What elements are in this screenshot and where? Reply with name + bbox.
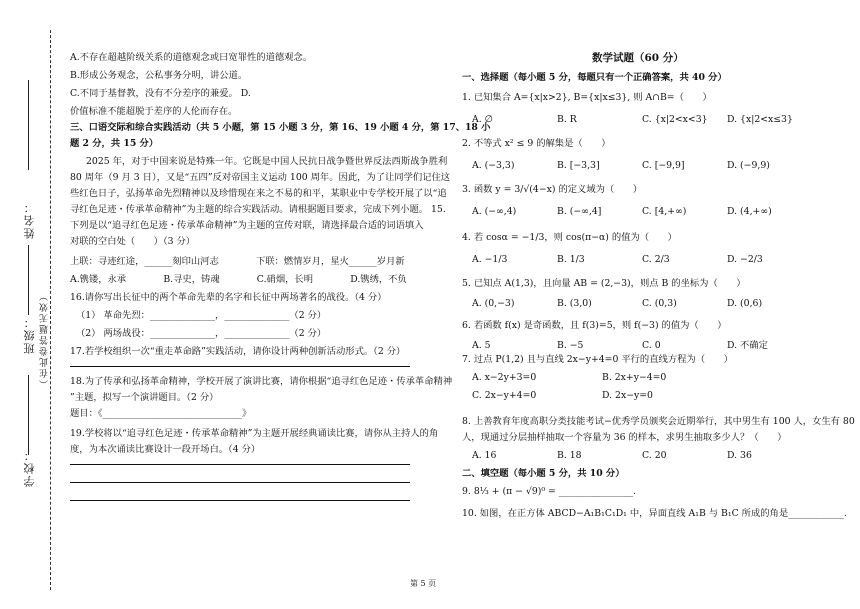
question-2: 2. 不等式 x² ≤ 9 的解集是（ ）	[462, 138, 611, 149]
text-line: B.形成公务观念，公私事务分明，讲公道。	[70, 70, 248, 81]
option-d: D. {x|2<x≤3}	[727, 114, 793, 125]
option-a: A. −1/3	[472, 254, 508, 265]
option-a: A. (0,−3)	[472, 298, 515, 309]
fill-section-heading: 二、填空题（每小题 5 分，共 10 分）	[462, 468, 625, 479]
question-18-cont: ”主题，拟写一个演讲题目。（2 分）	[70, 392, 219, 403]
option-c: C. 2/3	[642, 254, 670, 265]
question-1: 1. 已知集合 A={x|x>2}, B={x|x≤3}, 则 A∩B=（ ）	[462, 92, 712, 103]
option-d: D. (−9,9)	[727, 160, 770, 171]
option-c: C. 2x−y+4=0	[472, 390, 537, 401]
option-a: A. (−∞,4)	[472, 206, 517, 217]
question-7: 7. 过点 P(1,2) 且与直线 2x−y+4=0 平行的直线方程为（ ）	[462, 354, 733, 365]
option-b: B. 1/3	[557, 254, 585, 265]
option-b: B. 18	[557, 450, 582, 461]
option-d: D. 36	[727, 450, 752, 461]
text-line: A.不存在超越阶级关系的道德观念或曰宽罪性的道德观念。	[70, 52, 313, 63]
seal-dashed-line	[50, 30, 51, 590]
question-3: 3. 函数 y = 3/√(4−x) 的定义域为（ ）	[462, 184, 643, 195]
option-d: D. −2/3	[727, 254, 763, 265]
passage-line: 寻红色足迹・传承革命精神”为主题的综合实践活动。请根据题目要求，完成下列小题。 15.	[70, 204, 446, 215]
answer-line	[70, 366, 410, 367]
binding-strip	[0, 0, 58, 609]
question-6: 6. 若函数 f(x) 是奇函数，且 f(3)=5，则 f(−3) 的值为（ ）	[462, 320, 727, 331]
option-a: A. ∅	[472, 114, 493, 125]
question-15: 下列是以“追寻红色足迹・传承革命精神”为主题的宣传对联，请选择最合适的词语填入	[70, 220, 424, 231]
option-b: B. [−3,3]	[557, 160, 600, 171]
q16-part2: （2） 两场战役：______________，______________（2 分）	[76, 328, 327, 339]
question-4: 4. 若 cosα = −1/3，则 cos(π−α) 的值为（ ）	[462, 232, 677, 243]
option-b: B. (3,0)	[557, 298, 592, 309]
option-b: B. R	[557, 114, 577, 125]
q18-title-blank: 题目：《______________________________》	[70, 408, 252, 419]
option-c: C. (0,3)	[642, 298, 677, 309]
question-5: 5. 已知点 A(1,3)，且向量 AB = (2,−3)，则点 B 的坐标为（ ）	[462, 278, 746, 289]
page-number: 第 5 页	[410, 579, 437, 588]
text-line: 价值标准不能超脱于差序的人伦而存在。	[70, 106, 238, 117]
text-line: C.不同于基督教，没有不分差序的兼爱。 D.	[70, 88, 251, 99]
option-c: C. 20	[642, 450, 667, 461]
passage-line: 些红色日子，弘扬革命先烈精神以及珍惜现在来之不易的和平，某职业中专学校开展了以“追	[70, 188, 447, 199]
option-d: D. 2x−y=0	[602, 390, 653, 401]
question-17: 17.若学校组织一次“重走革命路”实践活动，请你设计两种创新活动形式。（2 分）	[70, 346, 406, 357]
school-label: 学校：	[23, 448, 36, 487]
option-a: A. (−3,3)	[472, 160, 515, 171]
question-15-cont: 对联的空白处（ ）（3 分）	[70, 236, 196, 247]
question-18: 18.为了传承和弘扬革命精神，学校开展了演讲比赛，请你根据“追寻红色足迹・传承革命精神	[70, 376, 453, 387]
name-line	[28, 80, 29, 170]
class-line	[28, 245, 29, 315]
math-title: 数学试题（60 分）	[592, 52, 684, 64]
question-19-cont: 度，为本次诵读比赛设计一段开场白。（4 分）	[70, 444, 261, 455]
question-16: 16.请你写出长征中的两个革命先辈的名字和长征中两场著名的战役。（4 分）	[70, 292, 387, 303]
option-c: C. [4,+∞)	[642, 206, 687, 217]
class-label: 班级：	[23, 315, 36, 354]
question-10: 10. 如图，在正方体 ABCD−A₁B₁C₁D₁ 中，异面直线 A₁B 与 B₁C 所成的角是____________.	[462, 508, 847, 519]
couplet-line: 上联：寻迹红途，______刻印山河志 下联：燃情岁月，星火______岁月新	[70, 256, 405, 267]
section-heading-cont: 题 2 分，共 15 分）	[70, 138, 159, 149]
question-19: 19.学校将以“追寻红色足迹・传承革命精神”为主题开展经典诵读比赛，请你从主持人的角	[70, 428, 439, 439]
passage-line: 80 周年（9 月 3 日），又是“五四”反对帝国主义运动 100 周年。因此，为了让同学们记住这	[70, 172, 451, 183]
passage-line: 2025 年，对于中国来说是特殊一年。它既是中国人民抗日战争暨世界反法西斯战争胜利	[86, 156, 448, 167]
q15-options: A.镌镂，永承 B.寻史，铸魂 C.硝烟，长明 D.镌绣，不负	[70, 274, 407, 285]
question-8-cont: 人，现通过分层抽样抽取一个容量为 36 的样本，求男生抽取多少人？（ ）	[462, 432, 787, 443]
answer-line	[70, 482, 410, 483]
option-c: C. {x|2<x<3}	[642, 114, 708, 125]
option-c: C. 0	[642, 340, 661, 351]
question-8: 8. 上善教育年度高职分类技能考试−优秀学员颁奖会近期举行，其中男生有 100 人，女生有 80	[462, 416, 855, 427]
option-a: A. 16	[472, 450, 497, 461]
option-b: B. −5	[557, 340, 584, 351]
invalid-note: （在此卷答题无效）	[40, 290, 50, 389]
option-c: C. [−9,9]	[642, 160, 685, 171]
option-d: D. (4,+∞)	[727, 206, 772, 217]
option-b: B. 2x+y−4=0	[602, 372, 667, 383]
option-a: A. x−2y+3=0	[472, 372, 537, 383]
section-heading: 三、口语交际和综合实践活动（共 5 小题，第 15 小题 3 分，第 16、19 小题 4 分，第 17、18 小	[70, 122, 491, 133]
name-label: 姓名：	[23, 200, 36, 239]
choice-section-heading: 一、选择题（每小题 5 分，每题只有一个正确答案，共 40 分）	[462, 72, 727, 83]
option-b: B. (−∞,4]	[557, 206, 602, 217]
q16-part1: （1） 革命先烈：______________，______________（2 分）	[76, 310, 327, 321]
question-9: 9. 8⅓ + (π − √9)⁰ = ________________.	[462, 486, 637, 497]
option-d: D. 不确定	[727, 340, 768, 351]
school-line	[28, 375, 29, 455]
answer-line	[70, 500, 410, 501]
answer-line	[70, 464, 410, 465]
option-d: D. (0,6)	[727, 298, 763, 309]
option-a: A. 5	[472, 340, 491, 351]
